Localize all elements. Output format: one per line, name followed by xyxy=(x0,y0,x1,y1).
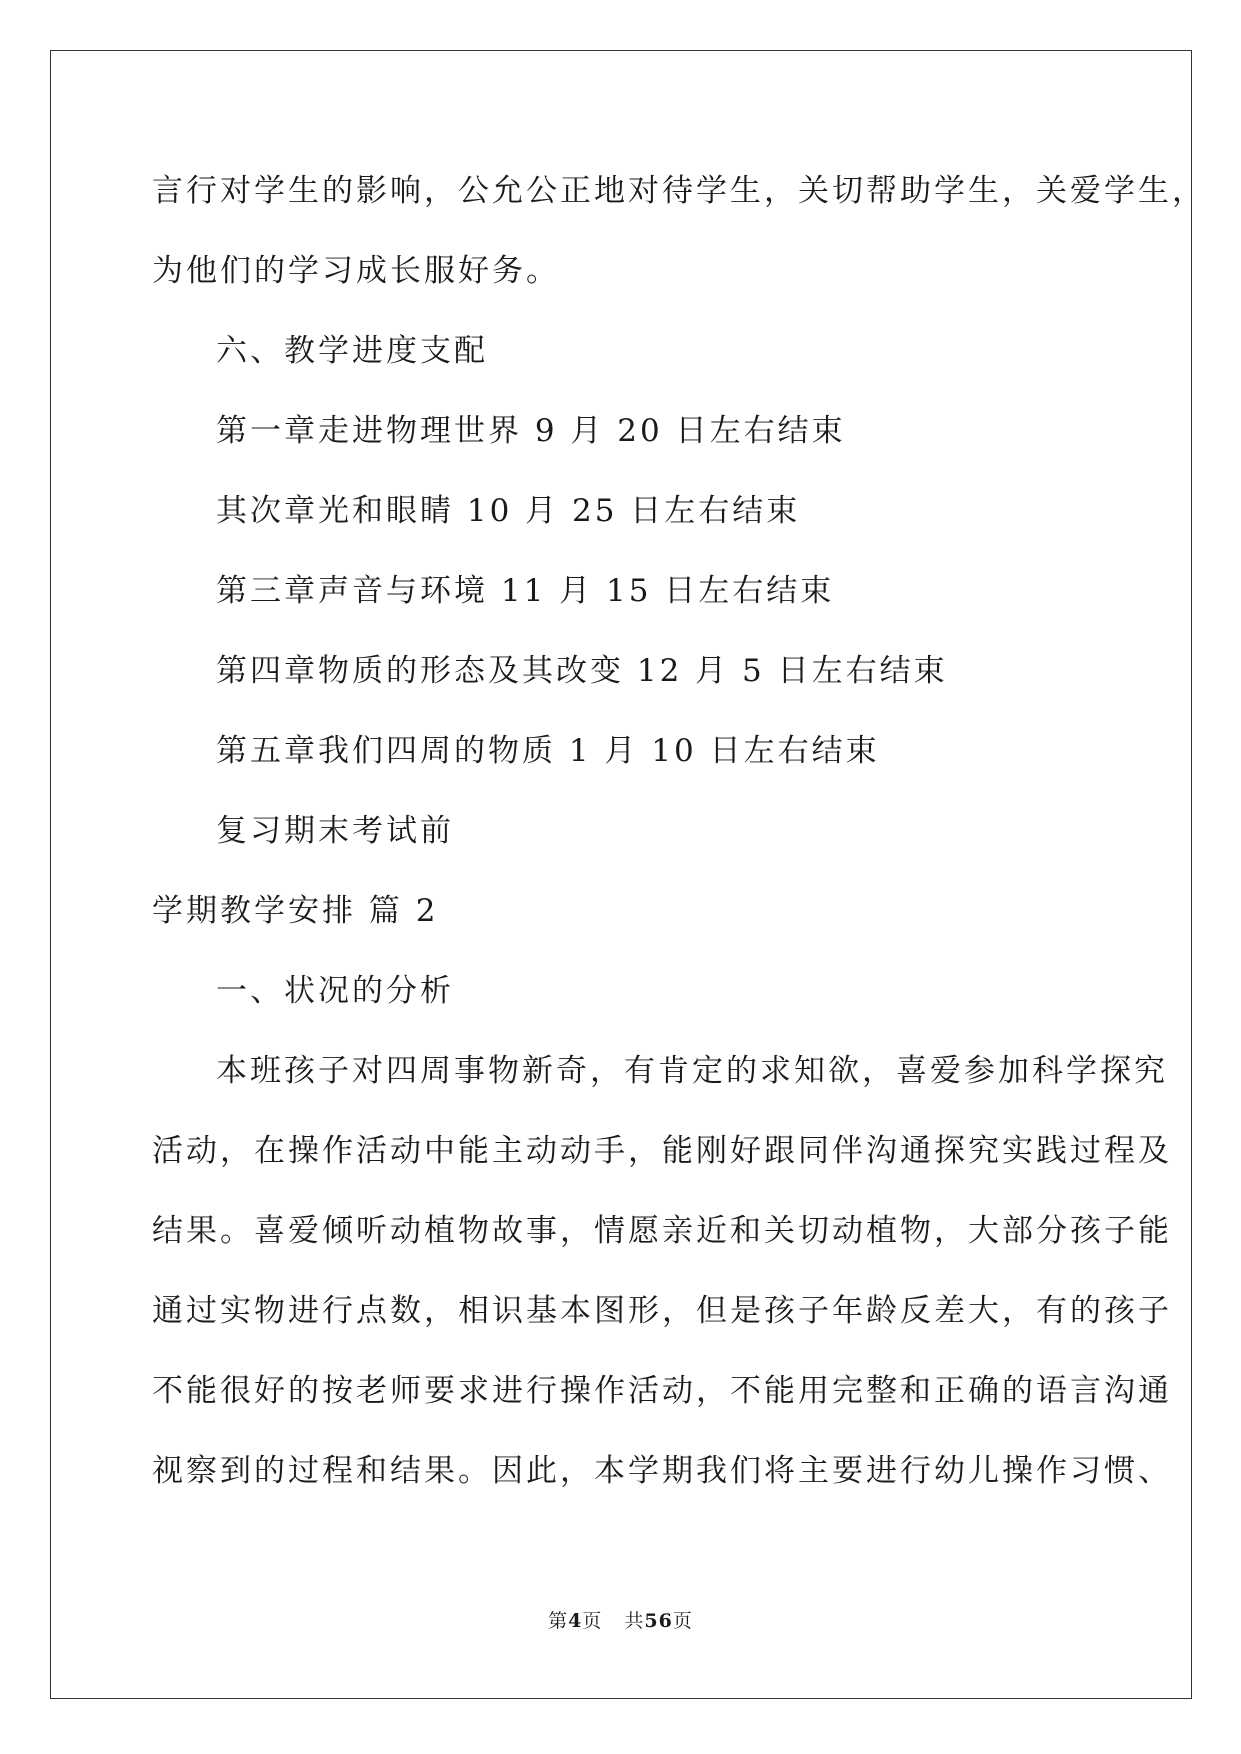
page-prefix: 第 xyxy=(548,1610,569,1632)
page-number: 4 xyxy=(568,1610,583,1632)
section-heading: 六、教学进度支配 xyxy=(216,333,488,369)
text-line: 为他们的学习成长服好务。 xyxy=(152,253,560,289)
total-pages: 56 xyxy=(644,1610,673,1632)
paragraph-line: 不能很好的按老师要求进行操作活动，不能用完整和正确的语言沟通 xyxy=(152,1373,1172,1409)
total-prefix: 共 xyxy=(624,1610,645,1632)
schedule-item: 第五章我们四周的物质 1 月 10 日左右结束 xyxy=(216,733,880,769)
paragraph-line: 视察到的过程和结果。因此，本学期我们将主要进行幼儿操作习惯、 xyxy=(152,1453,1172,1489)
article-title: 学期教学安排 篇 2 xyxy=(152,893,439,929)
paragraph-line: 结果。喜爱倾听动植物故事，情愿亲近和关切动植物，大部分孩子能 xyxy=(152,1213,1172,1249)
page-border xyxy=(50,50,1192,1699)
schedule-item: 第一章走进物理世界 9 月 20 日左右结束 xyxy=(216,413,846,449)
paragraph-line: 通过实物进行点数，相识基本图形，但是孩子年龄反差大，有的孩子 xyxy=(152,1293,1172,1329)
total-suffix: 页 xyxy=(672,1610,693,1632)
text-line: 言行对学生的影响，公允公正地对待学生，关切帮助学生，关爱学生， xyxy=(152,173,1206,209)
page-suffix: 页 xyxy=(582,1610,603,1632)
schedule-item: 第三章声音与环境 11 月 15 日左右结束 xyxy=(216,573,835,609)
paragraph-line: 活动，在操作活动中能主动动手，能刚好跟同伴沟通探究实践过程及 xyxy=(152,1133,1172,1169)
paragraph-line: 本班孩子对四周事物新奇，有肯定的求知欲，喜爱参加科学探究 xyxy=(216,1053,1168,1089)
page-footer xyxy=(0,1606,1241,1633)
schedule-item: 复习期末考试前 xyxy=(216,813,454,849)
schedule-item: 其次章光和眼睛 10 月 25 日左右结束 xyxy=(216,493,801,529)
section-heading: 一、状况的分析 xyxy=(216,973,454,1009)
schedule-item: 第四章物质的形态及其改变 12 月 5 日左右结束 xyxy=(216,653,948,689)
